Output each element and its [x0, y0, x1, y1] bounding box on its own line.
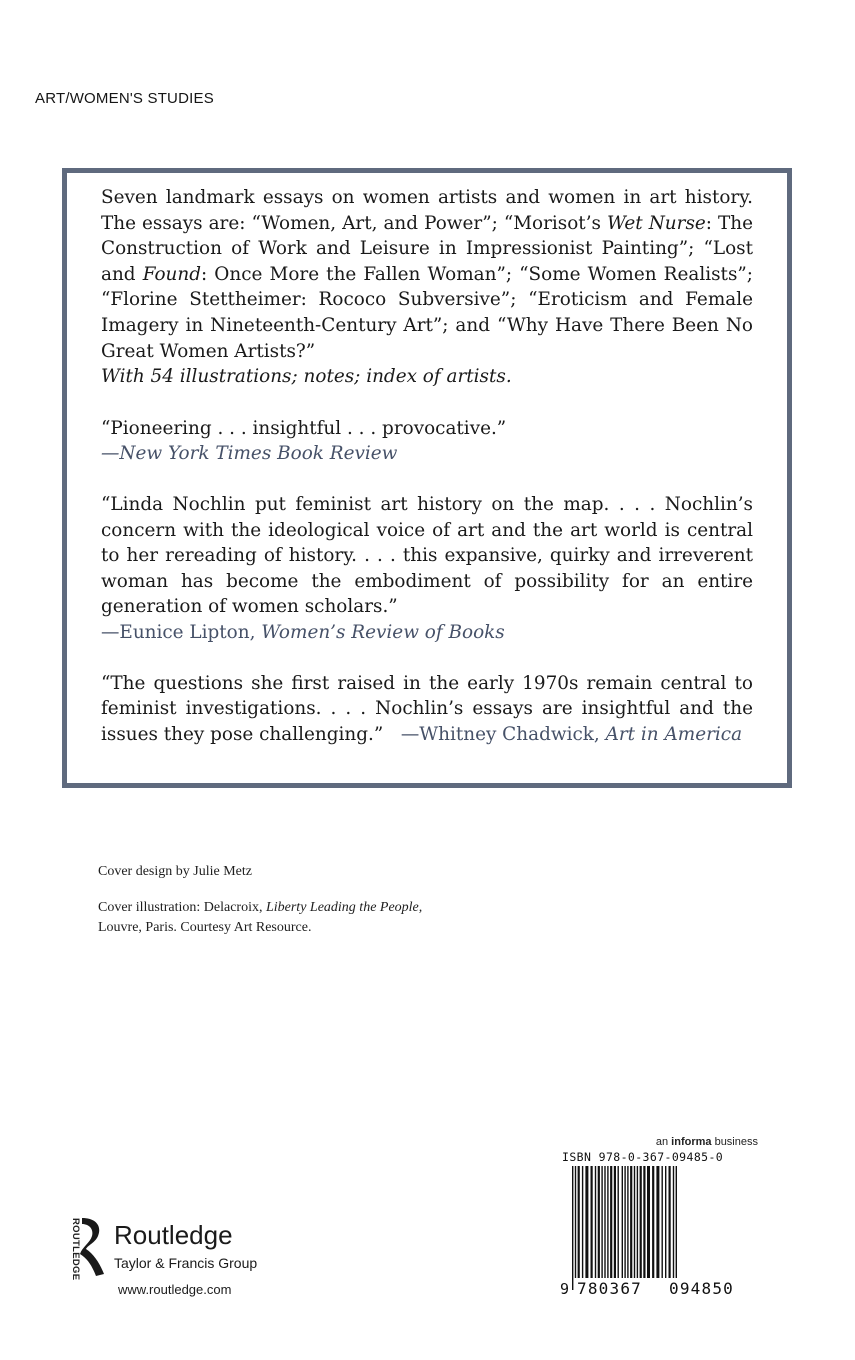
- routledge-website: www.routledge.com: [118, 1282, 232, 1297]
- barcode-bar: [598, 1166, 600, 1278]
- essay-title-italic: Wet Nurse: [607, 212, 706, 234]
- barcode-bar: [662, 1166, 663, 1278]
- cover-illustration-credit: Cover illustration: Delacroix, Liberty Leading the People, Louvre, Paris. Courtesy Art Resource.: [98, 900, 423, 935]
- routledge-side-label: ROUTLEDGE: [70, 1218, 81, 1281]
- barcode-bar: [607, 1166, 608, 1278]
- description-text: Seven landmark essays on women artists and women in art history. The essays are: “Women, Art, and Power”; “Morisot’s Wet Nurse: The Construction of Work and Leisure in Impressionist Painting”; “Lost and Found: Once More the Fallen Woman”; “Some Women Realists”; “Florine Stettheimer: Rococo Subversive”; “Eroticism and Female Imagery in Nineteenth-Century Art”; and “Why Have There Been No Great Women Artists?”: [101, 187, 753, 362]
- barcode-bar: [622, 1166, 623, 1290]
- barcode-bar: [585, 1166, 588, 1278]
- barcode-bar: [572, 1166, 573, 1290]
- review-attribution: —Whitney Chadwick, Art in America: [400, 723, 743, 745]
- barcode-bar: [630, 1166, 632, 1278]
- review-quote: “The questions she first raised in the early 1970s remain central to feminist investigations. . . . Nochlin’s essays are insightful and the issues they pose challenging.” —Whitney Chadwick, Art in America: [101, 672, 753, 745]
- barcode-bar: [643, 1166, 645, 1278]
- review-quote: “Linda Nochlin put feminist art history on the map. . . . Nochlin’s concern with the ideological voice of art and the art world is central to her rereading of history. . . . this expansive, quirky and irreverent woman has become the embodiment of possibility for an entire generation of women scholars.”: [101, 493, 753, 618]
- barcode-bar: [673, 1166, 674, 1290]
- description-panel: [62, 168, 792, 788]
- barcode-bar: [575, 1166, 576, 1290]
- illustrations-note: With 54 illustrations; notes; index of artists.: [101, 366, 512, 388]
- barcode-bar: [656, 1166, 659, 1278]
- review-attribution: —Eunice Lipton, Women’s Review of Books: [101, 621, 505, 643]
- barcode-bar: [618, 1166, 619, 1278]
- barcode-bar: [647, 1166, 650, 1278]
- barcode-bar: [582, 1166, 583, 1278]
- review-quote: “Pioneering . . . insightful . . . provocative.”: [101, 417, 507, 439]
- routledge-wordmark: Routledge: [114, 1220, 233, 1250]
- barcode-bar: [610, 1166, 612, 1278]
- cover-design-credit: Cover design by Julie Metz: [98, 864, 252, 879]
- review-attribution: —New York Times Book Review: [101, 443, 398, 465]
- barcode-left-digits: 780367: [577, 1279, 642, 1298]
- barcode-block: [562, 1136, 758, 1301]
- isbn-barcode: [562, 1164, 758, 1296]
- barcode-bar: [669, 1166, 671, 1278]
- category-label: ART/WOMEN'S STUDIES: [35, 90, 214, 107]
- barcode-bar: [627, 1166, 628, 1278]
- barcode-bar: [591, 1166, 593, 1278]
- barcode-right-digits: 094850: [669, 1279, 734, 1298]
- barcode-bar: [614, 1166, 616, 1278]
- barcode-bar: [640, 1166, 642, 1278]
- barcode-bar: [652, 1166, 654, 1278]
- routledge-group: Taylor & Francis Group: [114, 1255, 258, 1271]
- barcode-bar: [665, 1166, 666, 1278]
- isbn-text: ISBN 978-0-367-09485-0: [562, 1150, 724, 1164]
- barcode-bar: [595, 1166, 596, 1278]
- barcode-bar: [634, 1166, 635, 1278]
- barcode-prefix-digit: 9: [560, 1280, 571, 1298]
- barcode-bar: [637, 1166, 638, 1278]
- barcode-bar: [604, 1166, 605, 1278]
- barcode-bar: [676, 1166, 677, 1290]
- barcode-bar: [624, 1166, 625, 1290]
- essay-title-italic: Found: [142, 263, 201, 285]
- barcode-bar: [601, 1166, 602, 1278]
- barcode-bar: [578, 1166, 580, 1278]
- informa-business-label: an informa business: [655, 1136, 758, 1148]
- routledge-logo: [62, 1216, 282, 1285]
